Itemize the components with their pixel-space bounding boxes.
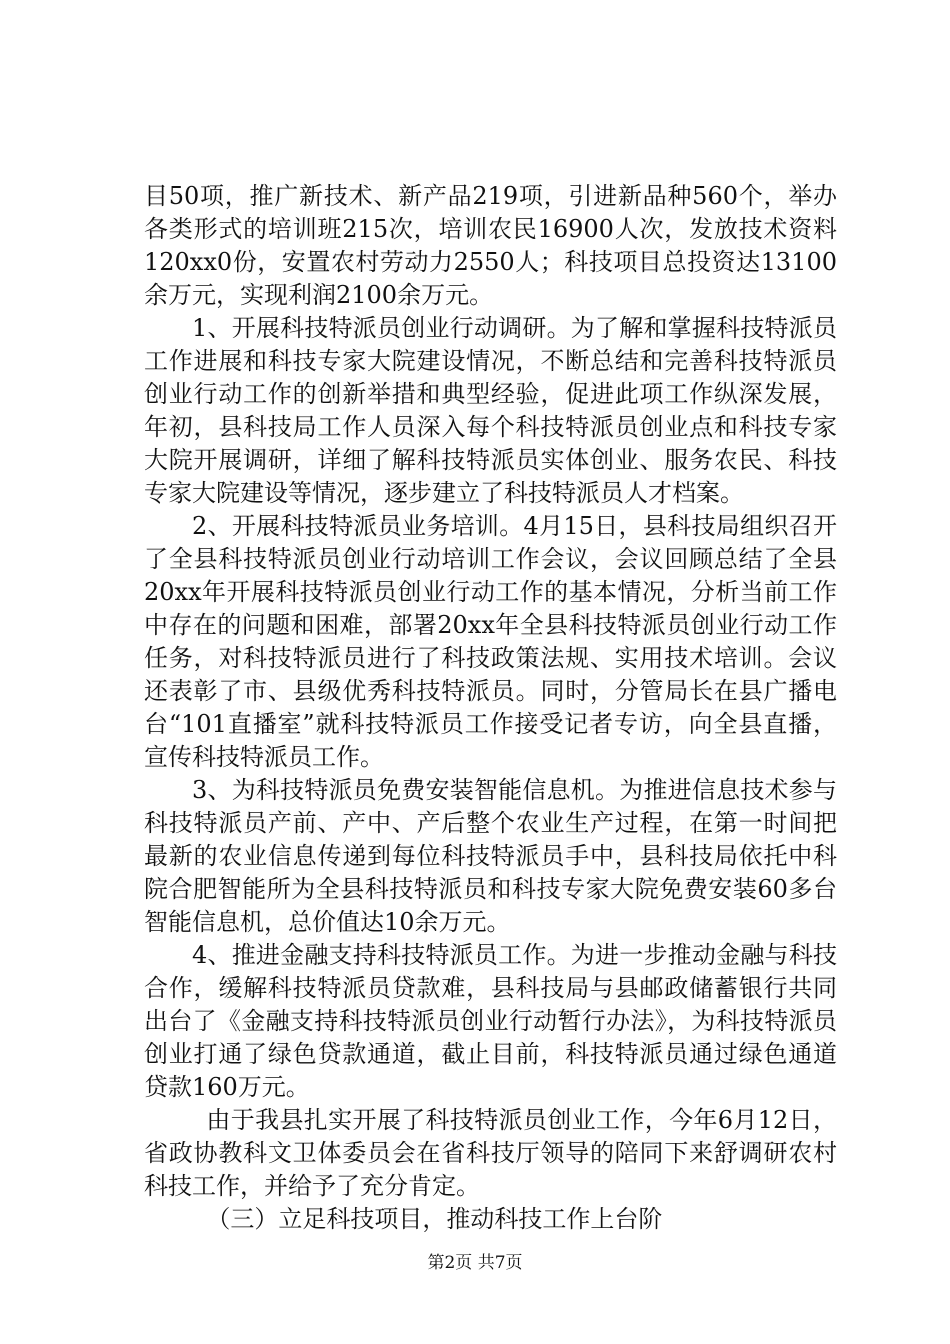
paragraph-item-4: 4、推进金融支持科技特派员工作。为进一步推动金融与科技合作，缓解科技特派员贷款难，县科技局与县邮政储蓄银行共同出台了《金融支持科技特派员创业行动暂行办法》，为科技特派员创业打通了绿色贷款通道，截止目前，科技特派员通过绿色通道贷款160万元。 (144, 941, 837, 1101)
paragraph-summary: 由于我县扎实开展了科技特派员创业工作，今年6月12日，省政协教科文卫体委员会在省科技厅领导的陪同下来舒调研农村科技工作，并给予了充分肯定。 (144, 1106, 837, 1200)
page-number-footer: 第2页 共7页 (427, 1253, 523, 1273)
paragraph-item-1: 1、开展科技特派员创业行动调研。为了解和掌握科技特派员工作进展和科技专家大院建设情况，不断总结和完善科技特派员创业行动工作的创新举措和典型经验，促进此项工作纵深发展，年初，县科技局工作人员深入每个科技特派员创业点和科技专家大院开展调研，详细了解科技特派员实体创业、服务农民、科技专家大院建设等情况，逐步建立了科技特派员人才档案。 (144, 314, 837, 507)
section-heading: （三）立足科技项目，推动科技工作上台阶 (206, 1205, 663, 1233)
paragraph-item-3: 3、为科技特派员免费安装智能信息机。为推进信息技术参与科技特派员产前、产中、产后整个农业生产过程，在第一时间把最新的农业信息传递到每位科技特派员手中，县科技局依托中科院合肥智能所为全县科技特派员和科技专家大院免费安装60多台智能信息机，总价值达10余万元。 (144, 776, 837, 936)
paragraph-item-2: 2、开展科技特派员业务培训。4月15日，县科技局组织召开了全县科技特派员创业行动培训工作会议，会议回顾总结了全县20xx年开展科技特派员创业行动工作的基本情况，分析当前工作中存在的问题和困难，部署20xx年全县科技特派员创业行动工作任务，对科技特派员进行了科技政策法规、实用技术培训。会议还表彰了市、县级优秀科技特派员。同时，分管局长在县广播电台“101直播室”就科技特派员工作接受记者专访，向全县直播，宣传科技特派员工作。 (144, 512, 837, 771)
paragraph-continuation: 目50项，推广新技术、新产品219项，引进新品种560个，举办各类形式的培训班215次，培训农民16900人次，发放技术资料120xx0份，安置农村劳动力2550人；科技项目总投资达13100余万元，实现利润2100余万元。 (144, 182, 837, 309)
document-body (144, 180, 837, 1236)
